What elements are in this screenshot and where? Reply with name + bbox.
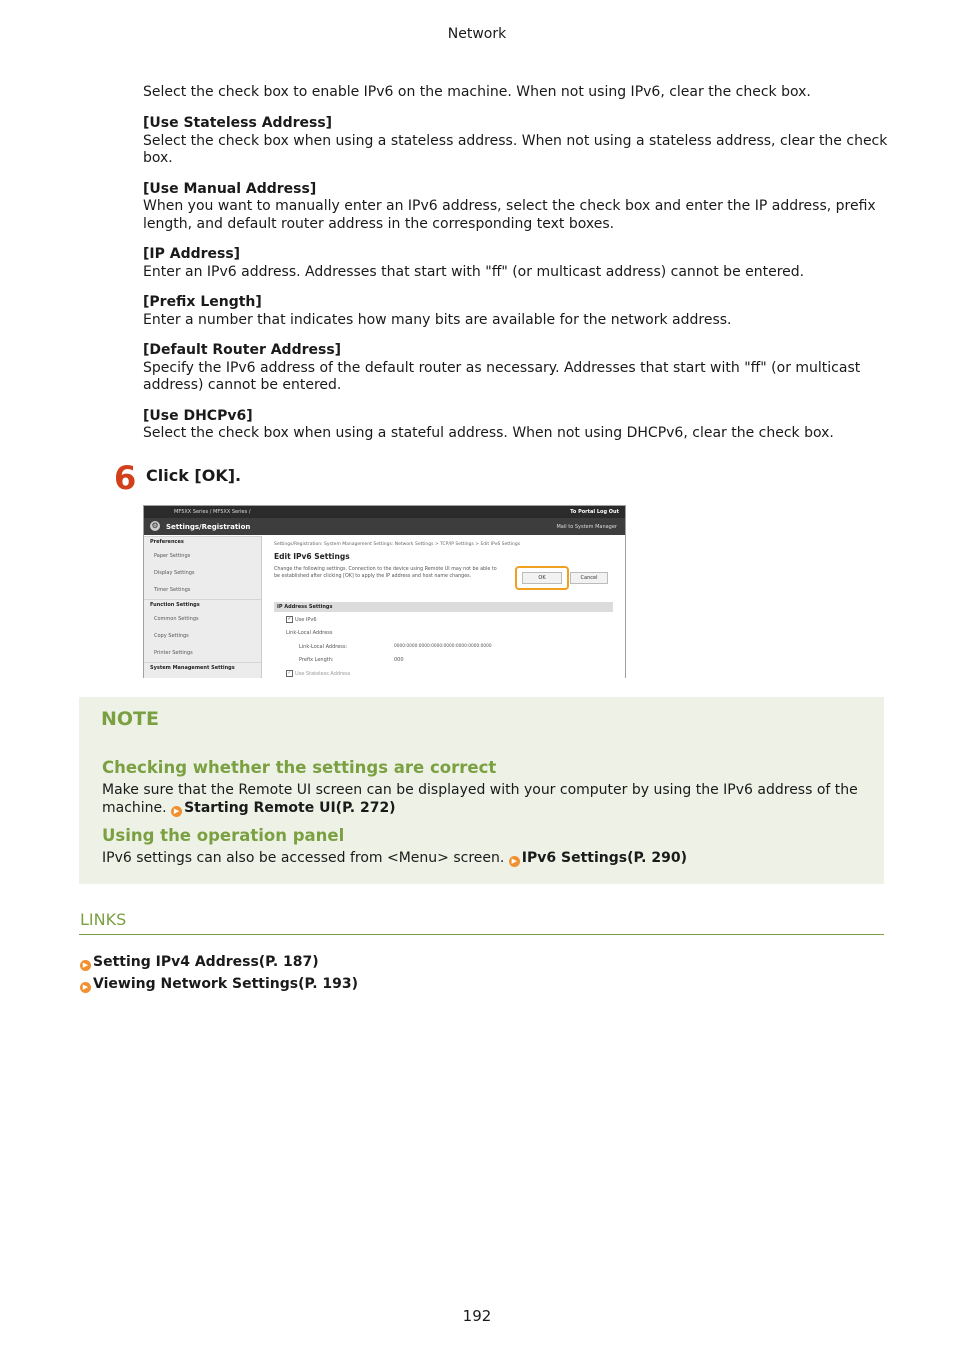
lla-value: 0000:0000:0000:0000:0000:0000:0000:0000 <box>394 644 492 649</box>
stateless-label: Use Stateless Address <box>295 671 351 677</box>
use-ipv6-label: Use IPv6 <box>295 617 317 623</box>
term: [Use Stateless Address] <box>143 115 333 131</box>
links-divider <box>79 934 884 935</box>
stateless-row <box>286 670 624 677</box>
lla-label: Link-Local Address: <box>299 644 348 650</box>
sidebar-group-system: System Management Settings <box>144 662 261 674</box>
link-arrow-icon: ▶ <box>171 806 182 817</box>
desc: Select the check box when using a stateful address. When not using DHCPv6, clear the check box. <box>143 425 834 441</box>
link-ipv6-settings[interactable]: IPv6 Settings(P. 290) <box>521 850 687 866</box>
link-local-heading: Link-Local Address <box>286 630 333 636</box>
desc: Enter an IPv6 address. Addresses that start with "ff" (or multicast address) cannot be entered. <box>143 263 805 280</box>
prefix-label: Prefix Length: <box>299 657 334 663</box>
link-setting-ipv4[interactable] <box>80 954 319 971</box>
breadcrumb: Settings/Registration: System Management Settings: Network Settings > TCP/IP Settings > Edit IPv6 Settings <box>274 542 521 547</box>
step-instruction: Click [OK]. <box>146 466 242 485</box>
sidebar-item-paper: Paper Settings <box>154 553 191 559</box>
desc: Select the check box when using a stateless address. When not using a stateless address, clear the check box. <box>143 132 888 166</box>
device-series: MF5XX Series / MF5XX Series / <box>174 509 251 515</box>
sidebar-item-copy: Copy Settings <box>154 633 189 639</box>
screen-title: Settings/Registration <box>166 523 251 531</box>
link-starting-remote-ui[interactable]: Starting Remote UI(P. 272) <box>184 799 396 816</box>
sidebar-item-display: Display Settings <box>154 570 195 576</box>
intro-text: Select the check box to enable IPv6 on the machine. When not using IPv6, clear the check box. <box>143 84 811 100</box>
item-stateless <box>143 115 888 168</box>
top-bar <box>144 506 625 518</box>
sidebar-group-preferences: Preferences <box>144 536 261 548</box>
term: [Default Router Address] <box>143 342 342 358</box>
sidebar-item-printer: Printer Settings <box>154 650 193 656</box>
sidebar-item-common: Common Settings <box>154 616 199 622</box>
link-label: Viewing Network Settings(P. 193) <box>93 976 359 992</box>
setting-descriptions <box>143 115 888 456</box>
panel-title: Edit IPv6 Settings <box>274 552 350 561</box>
desc: Enter a number that indicates how many bits are available for the network address. <box>143 311 732 328</box>
note-heading-panel: Using the operation panel <box>102 826 345 845</box>
checkbox-icon: ✓ <box>287 670 292 676</box>
remote-ui-screenshot <box>143 505 626 678</box>
item-ip-address <box>143 246 888 281</box>
term: [Use Manual Address] <box>143 180 317 197</box>
cancel-button: Cancel <box>570 572 608 584</box>
note-paragraph-check <box>102 782 862 817</box>
ok-button: OK <box>522 572 562 584</box>
prefix-value: 000 <box>394 657 404 663</box>
link-arrow-icon: ▶ <box>80 960 91 971</box>
sidebar-group-function: Function Settings <box>144 599 261 611</box>
note-paragraph-panel <box>102 850 862 868</box>
item-manual <box>143 181 888 234</box>
settings-gear-icon: ⚙ <box>151 521 159 530</box>
note-title: NOTE <box>101 708 159 730</box>
checkbox-icon: ✓ <box>287 616 292 622</box>
sidebar <box>144 536 262 678</box>
ok-highlight <box>515 566 569 590</box>
item-prefix-length <box>143 294 888 329</box>
links-heading: LINKS <box>80 910 127 929</box>
top-links: To Portal Log Out <box>570 509 619 515</box>
use-ipv6-row <box>286 616 624 623</box>
item-dhcpv6 <box>143 408 888 443</box>
desc: When you want to manually enter an IPv6 address, select the check box and enter the IP address, prefix length, and default router address in the corresponding text boxes. <box>143 198 876 232</box>
note-heading-check: Checking whether the settings are correct <box>102 758 497 777</box>
term: [Use DHCPv6] <box>143 407 253 424</box>
link-label: Setting IPv4 Address(P. 187) <box>93 954 319 970</box>
panel-description: Change the following settings. Connection to the device using Remote UI may not be able to be established after clicking [OK] to apply the IP address and host name changes. <box>274 567 497 579</box>
link-viewing-network[interactable] <box>80 976 358 993</box>
link-arrow-icon: ▶ <box>509 856 520 867</box>
item-default-router <box>143 342 888 395</box>
step-number: 6 <box>114 459 137 497</box>
settings-panel <box>274 542 614 677</box>
note-text: IPv6 settings can also be accessed from <Menu> screen. <box>102 850 505 866</box>
running-header: Network <box>447 26 507 42</box>
term: [Prefix Length] <box>143 294 262 310</box>
title-bar <box>144 518 625 535</box>
mail-link: Mail to System Manager <box>556 524 617 530</box>
sidebar-item-timer: Timer Settings <box>154 587 191 593</box>
note-text: Make sure that the Remote UI screen can be displayed with your computer by using the IPv6 address of the machine. <box>102 782 858 816</box>
term: [IP Address] <box>143 246 241 262</box>
page-number: 192 <box>462 1307 492 1325</box>
desc: Specify the IPv6 address of the default router as necessary. Addresses that start with "ff" (or multicast address) cannot be entered. <box>143 359 861 393</box>
note-box <box>79 697 884 884</box>
section-header: IP Address Settings <box>274 602 613 612</box>
link-arrow-icon: ▶ <box>80 982 91 993</box>
